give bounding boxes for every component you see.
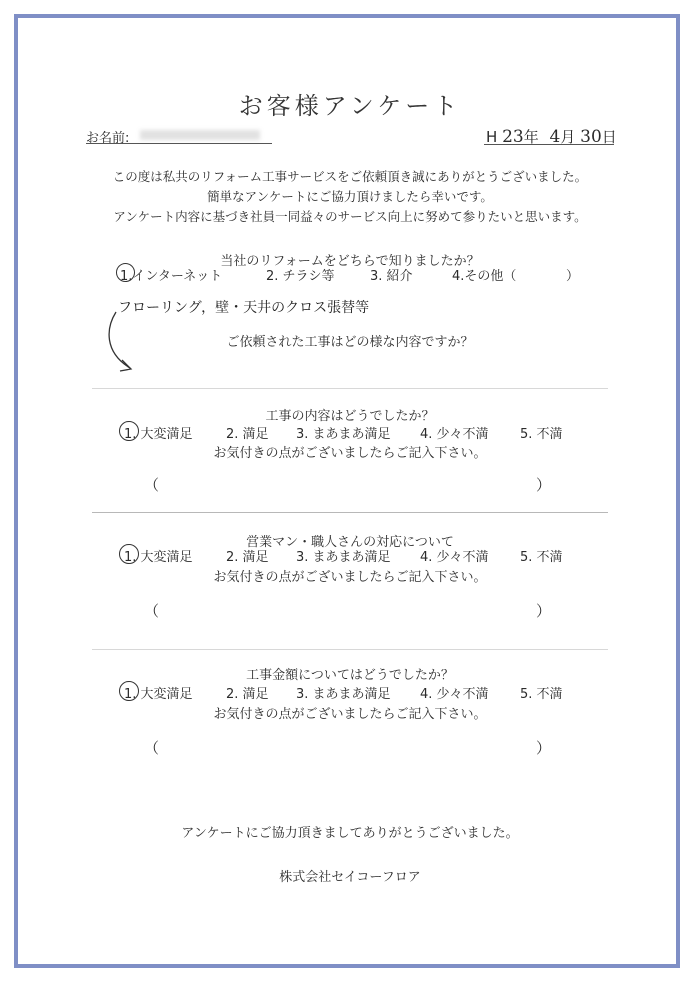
- q4-question: 営業マン・職人さんの対応について: [246, 535, 454, 550]
- q1-option-1: 1.インターネット: [120, 269, 223, 284]
- q4-option-4: 4. 少々不満: [420, 550, 489, 565]
- q5-comment-prompt: お気付きの点がございましたらご記入下さい。: [213, 707, 487, 722]
- section-divider: [92, 388, 608, 389]
- q1-question: 当社のリフォームをどちらで知りましたか？: [220, 254, 480, 269]
- name-label: お名前:: [86, 131, 130, 146]
- date-month-unit: 月: [560, 128, 576, 146]
- date-year-unit: 年: [523, 128, 539, 146]
- intro-line-2: 簡単なアンケートにご協力頂けましたら幸いです。: [207, 189, 493, 204]
- q5-comment-close: ）: [536, 739, 552, 757]
- q5-comment-open: （: [144, 739, 160, 757]
- section-divider: [92, 649, 608, 650]
- q3-question: 工事の内容はどうでしたか？: [265, 409, 435, 424]
- q5-option-3: 3. まあまあ満足: [296, 687, 391, 702]
- q4-comment-close: ）: [536, 602, 552, 620]
- q3-comment-prompt: お気付きの点がございましたらご記入下さい。: [213, 446, 487, 461]
- q3-comment-open: （: [144, 476, 160, 494]
- q1-option-4-close: ）: [566, 269, 580, 284]
- thanks-message: アンケートにご協力頂きましてありがとうございました。: [181, 826, 519, 841]
- q3-comment-close: ）: [536, 476, 552, 494]
- q2-handwritten-answer: フローリング，壁・天井のクロス張替等: [118, 300, 370, 316]
- q1-option-3: 3. 紹介: [370, 269, 413, 284]
- q1-option-2: 2. チラシ等: [266, 269, 335, 284]
- q3-option-2: 2. 満足: [226, 427, 269, 442]
- date-day-unit: 日: [601, 128, 617, 146]
- q3-option-3: 3. まあまあ満足: [296, 427, 391, 442]
- intro-line-3: アンケート内容に基づき社員一同益々のサービス向上に努めて参りたいと思います。: [113, 209, 587, 224]
- q5-option-5: 5. 不満: [520, 687, 563, 702]
- name-field-redacted: [140, 130, 260, 140]
- q5-option-4: 4. 少々不満: [420, 687, 489, 702]
- date-day: 30: [580, 127, 602, 147]
- q4-option-1: 1. 大変満足: [124, 550, 193, 565]
- q4-comment-prompt: お気付きの点がございましたらご記入下さい。: [213, 570, 487, 585]
- intro-line-1: この度は私共のリフォーム工事サービスをご依頼頂き誠にありがとうございました。: [112, 169, 588, 184]
- section-divider: [92, 512, 608, 513]
- date-month: 4: [549, 127, 561, 147]
- page-title: お客様アンケート: [238, 92, 462, 120]
- name-underline: [86, 143, 272, 144]
- q2-question: ご依頼された工事はどの様な内容ですか？: [226, 335, 474, 350]
- date-year: 23: [502, 127, 524, 147]
- q1-option-4: 4.その他（: [452, 269, 517, 284]
- q5-option-2: 2. 満足: [226, 687, 269, 702]
- q5-question: 工事金額についてはどうでしたか？: [246, 668, 454, 683]
- date-underline: [484, 144, 614, 145]
- q3-option-1: 1. 大変満足: [124, 427, 193, 442]
- q5-option-1: 1. 大変満足: [124, 687, 193, 702]
- q4-option-2: 2. 満足: [226, 550, 269, 565]
- q4-comment-open: （: [144, 602, 160, 620]
- q3-option-4: 4. 少々不満: [420, 427, 489, 442]
- q3-option-5: 5. 不満: [520, 427, 563, 442]
- q4-option-5: 5. 不満: [520, 550, 563, 565]
- company-name: 株式会社セイコーフロア: [279, 870, 421, 885]
- date-era: H: [486, 128, 498, 146]
- q4-option-3: 3. まあまあ満足: [296, 550, 391, 565]
